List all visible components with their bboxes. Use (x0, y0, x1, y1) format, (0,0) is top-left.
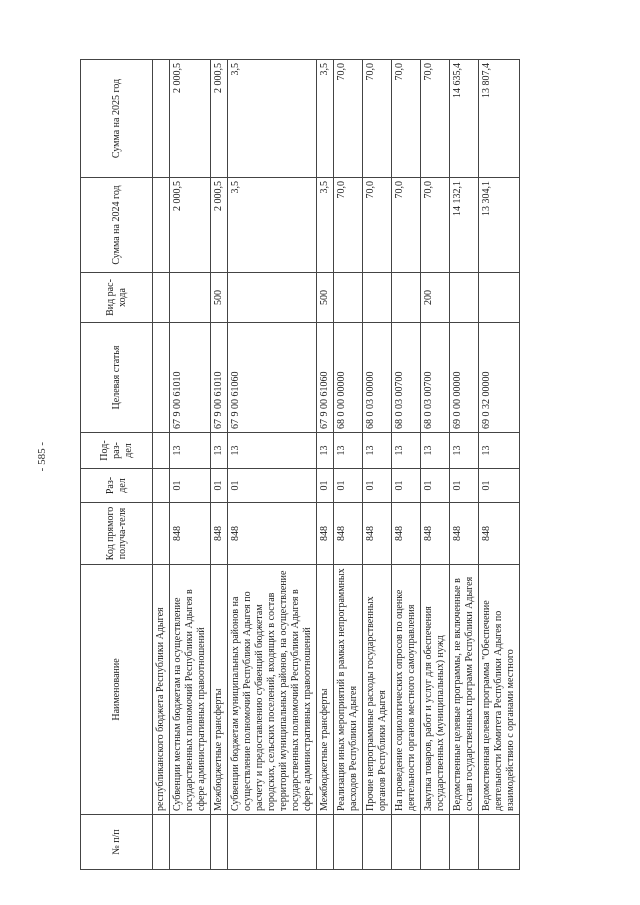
table-row (421, 60, 450, 870)
cell-code: 848 (317, 503, 334, 565)
header-name: Наименование (81, 565, 153, 815)
cell-podrazdel: 13 (421, 433, 450, 469)
cell-razdel: 01 (317, 469, 334, 503)
header-razdel: Раз-дел (81, 469, 153, 503)
table-row (211, 60, 228, 870)
cell-sum-2024: 70,0 (392, 178, 421, 273)
cell-razdel: 01 (170, 469, 211, 503)
cell-podrazdel: 13 (170, 433, 211, 469)
budget-table (80, 59, 520, 870)
cell-vid: 500 (211, 273, 228, 323)
cell-podrazdel: 13 (392, 433, 421, 469)
cell-razdel: 01 (450, 469, 479, 503)
cell-num (392, 815, 421, 870)
cell-sum-2025: 70,0 (334, 60, 363, 178)
cell-razdel: 01 (479, 469, 520, 503)
cell-name: Ведомственная целевая программа "Обеспечение деятельности Комитета Республики Адыгея по взаимодействию с органами местного (479, 565, 520, 815)
cell-podrazdel: 13 (450, 433, 479, 469)
cell-vid (170, 273, 211, 323)
cell-sum-2024: 2 000,5 (211, 178, 228, 273)
cell-podrazdel: 13 (363, 433, 392, 469)
header-podrazdel: Под-раз-дел (81, 433, 153, 469)
cell-vid (450, 273, 479, 323)
cell-podrazdel: 13 (479, 433, 520, 469)
table-row (228, 60, 317, 870)
cell-num (211, 815, 228, 870)
page-number: - 585 - (36, 442, 48, 472)
cell-num (479, 815, 520, 870)
header-celevaya: Целевая статья (81, 323, 153, 433)
cell-sum-2024: 70,0 (421, 178, 450, 273)
cell-celevaya: 68 0 03 00700 (392, 323, 421, 433)
cell-code: 848 (450, 503, 479, 565)
header-num: № п/п (81, 815, 153, 870)
cell-celevaya: 67 9 00 61060 (317, 323, 334, 433)
cell-vid (363, 273, 392, 323)
header-vid: Вид рас-хода (81, 273, 153, 323)
cell-sum-2025: 70,0 (392, 60, 421, 178)
cell-sum-2024: 3,5 (228, 178, 317, 273)
cell-num (363, 815, 392, 870)
cell-celevaya: 67 9 00 61010 (211, 323, 228, 433)
cell-name: На проведение социологических опросов по оценке деятельности органов местного самоуправления (392, 565, 421, 815)
cell-vid (228, 273, 317, 323)
cell-sum-2025: 14 635,4 (450, 60, 479, 178)
table-row (479, 60, 520, 870)
cell-sum-2025: 3,5 (228, 60, 317, 178)
cell-sum-2025: 2 000,5 (211, 60, 228, 178)
cell-razdel: 01 (392, 469, 421, 503)
cell-vid (334, 273, 363, 323)
cell-num (170, 815, 211, 870)
cell-num (317, 815, 334, 870)
cell-code: 848 (421, 503, 450, 565)
header-sum-2024: Сумма на 2024 год (81, 178, 153, 273)
cell-celevaya: 68 0 03 00700 (421, 323, 450, 433)
cell-razdel: 01 (363, 469, 392, 503)
cell-celevaya: 69 0 32 00000 (479, 323, 520, 433)
cell-name: Ведомственные целевые программы, не включенные в состав государственных программ Республики Адыгея (450, 565, 479, 815)
cell-vid (153, 273, 170, 323)
cell-celevaya: 67 9 00 61060 (228, 323, 317, 433)
table-row (334, 60, 363, 870)
cell-num (421, 815, 450, 870)
table-row (450, 60, 479, 870)
cell-celevaya (153, 323, 170, 433)
cell-name: Реализация иных мероприятий в рамках непрограммных расходов Республики Адыгея (334, 565, 363, 815)
cell-name: Прочие непрограммные расходы государственных органов Республики Адыгея (363, 565, 392, 815)
cell-name: Субвенции бюджетам муниципальных районов на осуществление полномочий Республики Адыгея по расчету и предоставлению субвенций бюджетам городских, сельских поселений, входящих в состав территорий муниципальных районов, на осуществление государственных полномочий Республики Адыгея в сфере административных правоотношений (228, 565, 317, 815)
cell-podrazdel: 13 (317, 433, 334, 469)
cell-razdel: 01 (334, 469, 363, 503)
cell-sum-2024: 70,0 (334, 178, 363, 273)
table-row (392, 60, 421, 870)
cell-razdel (153, 469, 170, 503)
cell-sum-2024 (153, 178, 170, 273)
cell-code: 848 (170, 503, 211, 565)
cell-podrazdel: 13 (228, 433, 317, 469)
table-row (317, 60, 334, 870)
cell-celevaya: 69 0 00 00000 (450, 323, 479, 433)
cell-vid: 500 (317, 273, 334, 323)
header-code: Код прямого получа-теля (81, 503, 153, 565)
cell-podrazdel: 13 (334, 433, 363, 469)
cell-num (153, 815, 170, 870)
table-header-row (81, 60, 153, 870)
table-row (363, 60, 392, 870)
cell-sum-2024: 70,0 (363, 178, 392, 273)
header-sum-2025: Сумма на 2025 год (81, 60, 153, 178)
cell-sum-2025: 2 000,5 (170, 60, 211, 178)
rotated-budget-table-container (80, 60, 560, 870)
cell-razdel: 01 (228, 469, 317, 503)
cell-code: 848 (363, 503, 392, 565)
cell-name: республиканского бюджета Республики Адыгея (153, 565, 170, 815)
cell-sum-2025: 13 807,4 (479, 60, 520, 178)
cell-vid (392, 273, 421, 323)
cell-name: Субвенции местным бюджетам на осуществление государственных полномочий Республики Адыгея в сфере административных правоотношений (170, 565, 211, 815)
cell-celevaya: 68 0 03 00000 (363, 323, 392, 433)
cell-sum-2025 (153, 60, 170, 178)
cell-sum-2024: 2 000,5 (170, 178, 211, 273)
cell-name: Закупка товаров, работ и услуг для обеспечения государственных (муниципальных) нужд (421, 565, 450, 815)
cell-num (450, 815, 479, 870)
cell-num (228, 815, 317, 870)
cell-sum-2025: 70,0 (421, 60, 450, 178)
cell-code: 848 (211, 503, 228, 565)
table-row (170, 60, 211, 870)
cell-celevaya: 67 9 00 61010 (170, 323, 211, 433)
cell-sum-2024: 13 304,1 (479, 178, 520, 273)
cell-code (153, 503, 170, 565)
table-row (153, 60, 170, 870)
cell-sum-2025: 70,0 (363, 60, 392, 178)
cell-celevaya: 68 0 00 00000 (334, 323, 363, 433)
cell-vid (479, 273, 520, 323)
cell-podrazdel (153, 433, 170, 469)
cell-name: Межбюджетные трансферты (211, 565, 228, 815)
cell-num (334, 815, 363, 870)
cell-code: 848 (334, 503, 363, 565)
cell-name: Межбюджетные трансферты (317, 565, 334, 815)
cell-code: 848 (479, 503, 520, 565)
cell-sum-2024: 14 132,1 (450, 178, 479, 273)
cell-sum-2024: 3,5 (317, 178, 334, 273)
cell-podrazdel: 13 (211, 433, 228, 469)
cell-sum-2025: 3,5 (317, 60, 334, 178)
cell-vid: 200 (421, 273, 450, 323)
cell-code: 848 (228, 503, 317, 565)
cell-razdel: 01 (211, 469, 228, 503)
cell-code: 848 (392, 503, 421, 565)
cell-razdel: 01 (421, 469, 450, 503)
